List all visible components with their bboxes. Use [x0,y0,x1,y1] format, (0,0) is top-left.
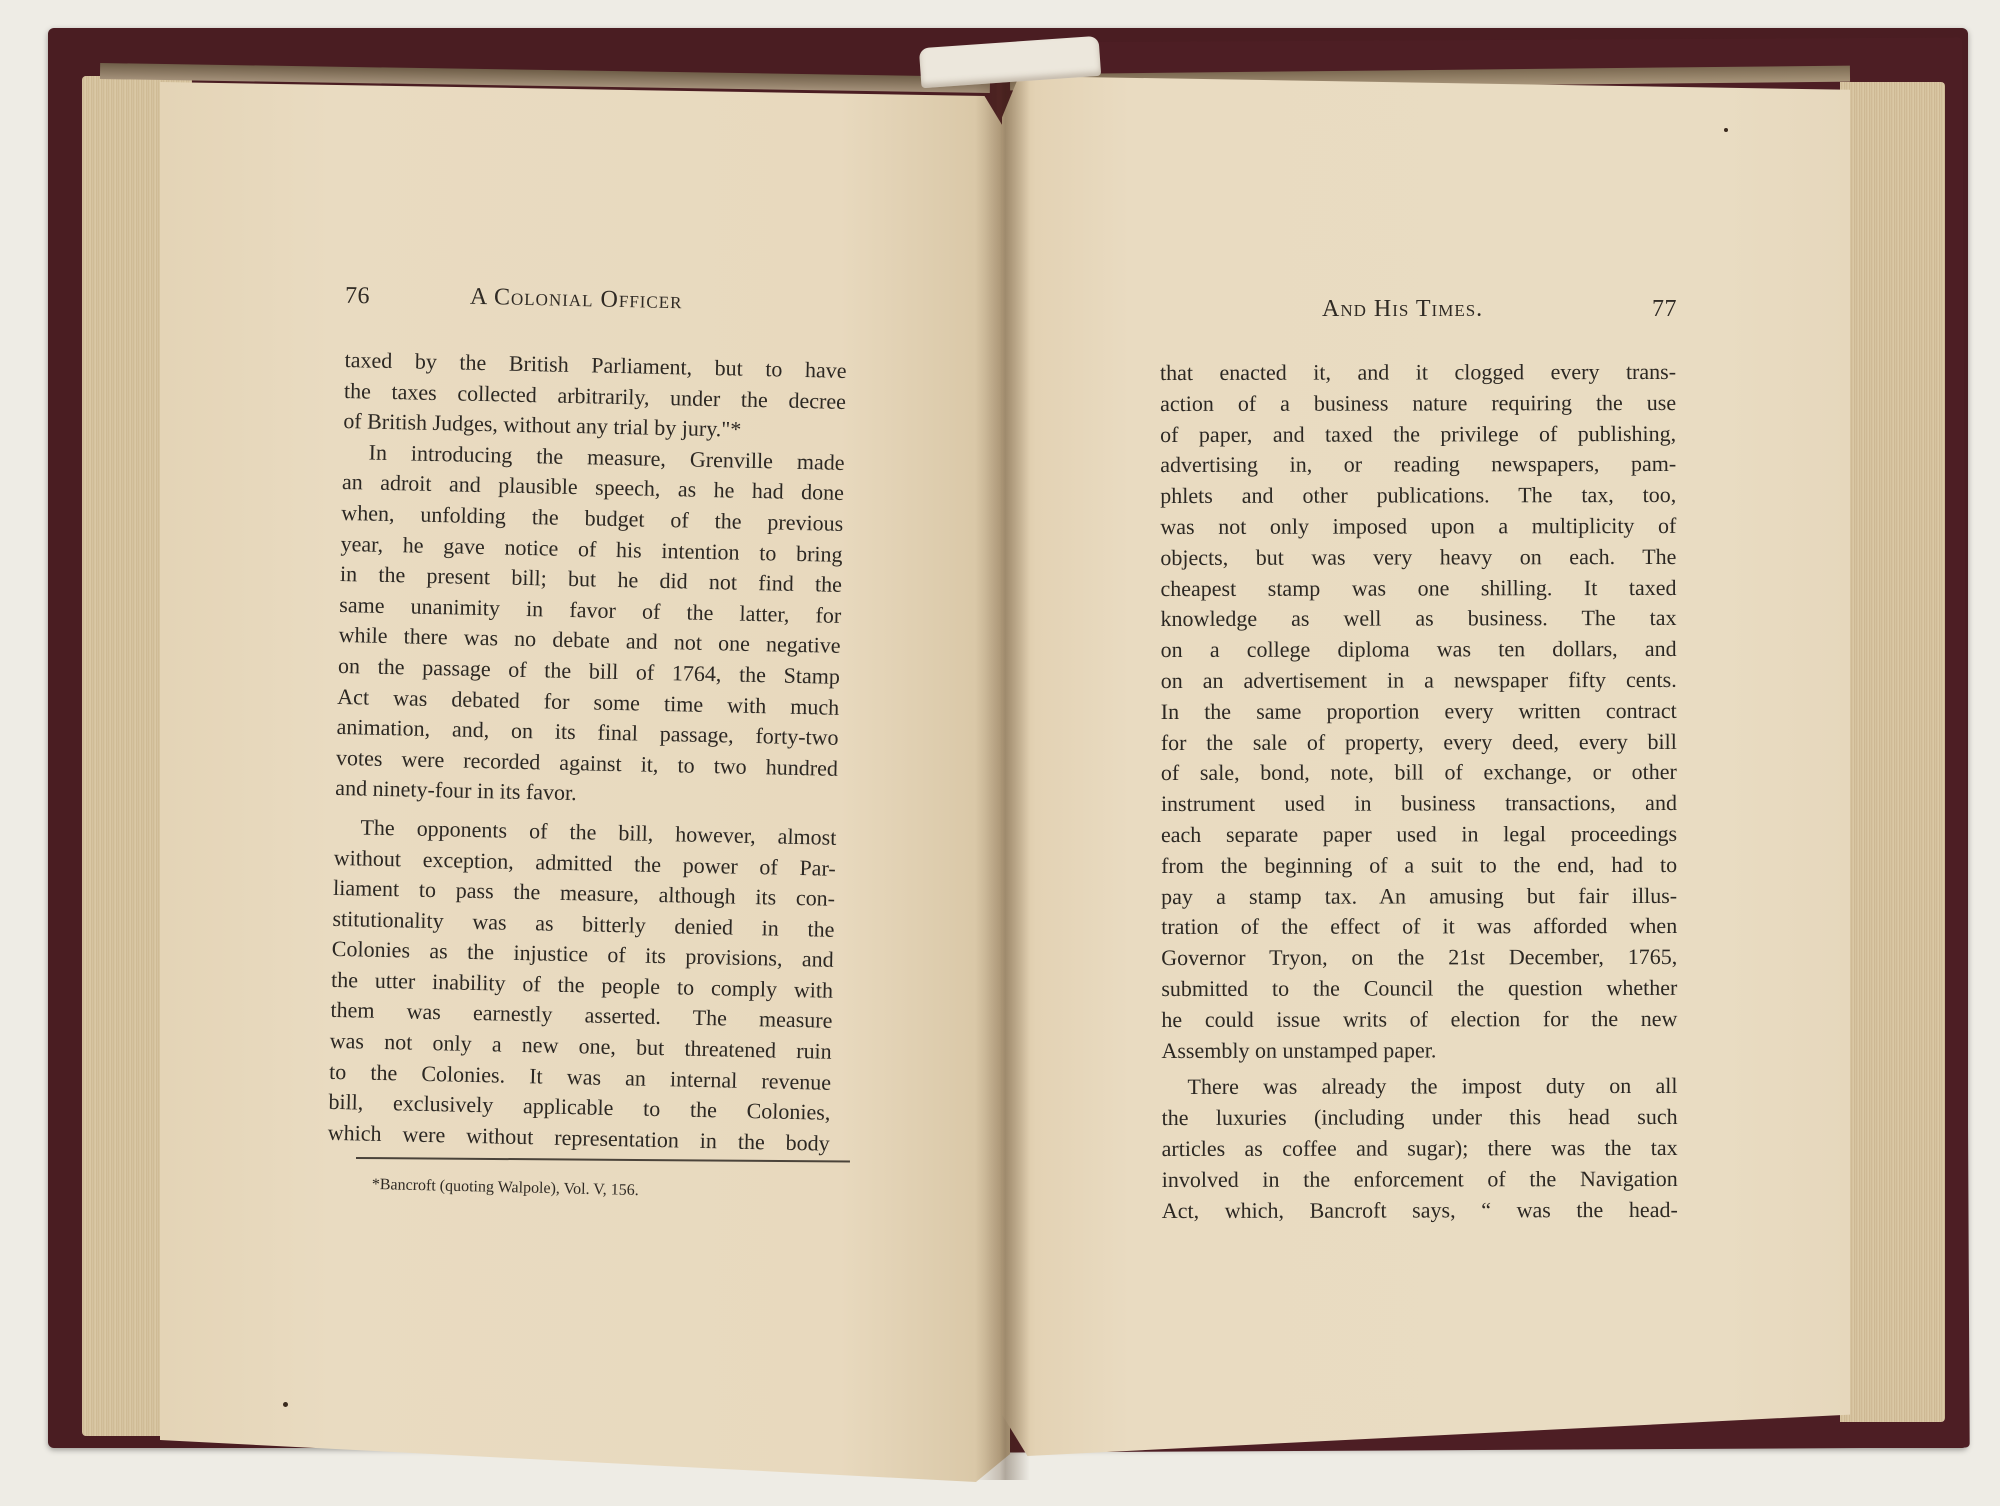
text-line: action of a business nature requiring the use [1160,389,1677,416]
text-line: he could issue writs of election for the new [1161,1005,1678,1032]
text-line: to the Colonies. It was an internal revenue [328,1058,832,1095]
text-line: for the sale of property, every deed, every bill [1160,728,1677,755]
text-line: each separate paper used in legal proceedings [1160,820,1678,847]
text-line: cheapest stamp was one shilling. It taxed [1160,574,1677,601]
text-line: Colonies as the injustice of its provisions, and [331,936,834,973]
text-line: Act, which, Bancroft says, “ was the head- [1161,1196,1678,1223]
text-line: same unanimity in favor of the latter, for [339,591,842,628]
text-line: the taxes collected arbitrarily, under the decree [343,377,847,414]
text-line: was not only imposed upon a multiplicity of [1160,512,1677,539]
text-line: an adroit and plausible speech, as he had done [341,469,845,506]
text-line: on a college diploma was ten dollars, and [1160,636,1677,663]
text-line: articles as coffee and sugar); there was the tax [1161,1134,1678,1161]
text-line: from the beginning of a suit to the end, had to [1161,851,1678,878]
text-line: instrument used in business transactions, and [1160,790,1677,817]
text-line: and ninety-four in its favor. [335,775,577,806]
text-line: The opponents of the bill, however, almost [360,814,837,850]
right-running-head: And His Times. [1322,296,1484,322]
text-line: that enacted it, and it clogged every trans- [1160,358,1677,385]
text-line: on the passage of the bill of 1764, the Stamp [337,652,841,689]
text-line: in the present bill; but he did not find the [339,561,843,598]
text-line: the utter inability of the people to comply with [330,966,834,1003]
footnote: *Bancroft (quoting Walpole), Vol. V, 156. [371,1176,639,1200]
text-line: objects, but was very heavy on each. The [1160,543,1677,570]
text-line: of paper, and taxed the privilege of publishing, [1160,420,1677,447]
right-page-number: 77 [1652,296,1677,322]
text-line: year, he gave notice of his intention to bring [340,530,843,567]
text-line: when, unfolding the budget of the previous [341,499,844,536]
page-speck [1724,128,1728,132]
text-line: liament to pass the measure, although its con- [332,874,836,911]
text-line: while there was no debate and not one negative [338,622,841,659]
text-line: There was already the impost duty on all [1187,1073,1678,1100]
text-line: tration of the effect of it was afforded when [1161,913,1678,940]
text-line: Assembly on unstamped paper. [1161,1036,1437,1063]
text-line: pay a stamp tax. An amusing but fair illus- [1161,882,1678,909]
left-running-head: A Colonial Officer [469,283,683,315]
text-line: In introducing the measure, Grenville made [368,439,845,475]
text-line: advertising in, or reading newspapers, pam- [1160,451,1677,478]
text-line: submitted to the Council the question whether [1161,974,1678,1001]
text-line: bill, exclusively applicable to the Colonies, [328,1089,831,1126]
text-line: Governor Tryon, on the 21st December, 1765, [1161,944,1678,971]
text-line: on an advertisement in a newspaper fifty cents. [1160,666,1677,693]
text-line: which were without representation in the body [327,1119,830,1156]
text-line: In the same proportion every written contract [1160,697,1677,724]
text-line: of sale, bond, note, bill of exchange, or other [1160,759,1677,786]
text-line: without exception, admitted the power of Par- [333,844,836,881]
text-line: taxed by the British Parliament, but to have [344,346,847,383]
left-page-number: 76 [344,282,371,310]
right-page-edges [1840,82,1945,1422]
text-line: knowledge as well as business. The tax [1160,605,1677,632]
page-speck [283,1402,288,1407]
text-line: stitutionality was as bitterly denied in the [332,905,835,942]
text-line: phlets and other publications. The tax, too, [1160,482,1677,509]
text-line: Act was debated for some time with much [337,683,840,720]
text-line: of British Judges, without any trial by jury."* [343,408,742,442]
text-line: them was earnestly asserted. The measure [330,997,833,1034]
text-line: involved in the enforcement of the Navigation [1161,1165,1678,1192]
left-page-body [327,345,846,1159]
text-line: votes were recorded against it, to two hundred [335,744,839,781]
text-line: the luxuries (including under this head such [1161,1104,1678,1131]
book-gutter [975,70,1030,1480]
text-line: animation, and, on its final passage, forty-two [336,714,839,750]
right-page-body [1160,357,1678,1226]
text-line: was not only a new one, but threatened ruin [329,1027,832,1064]
